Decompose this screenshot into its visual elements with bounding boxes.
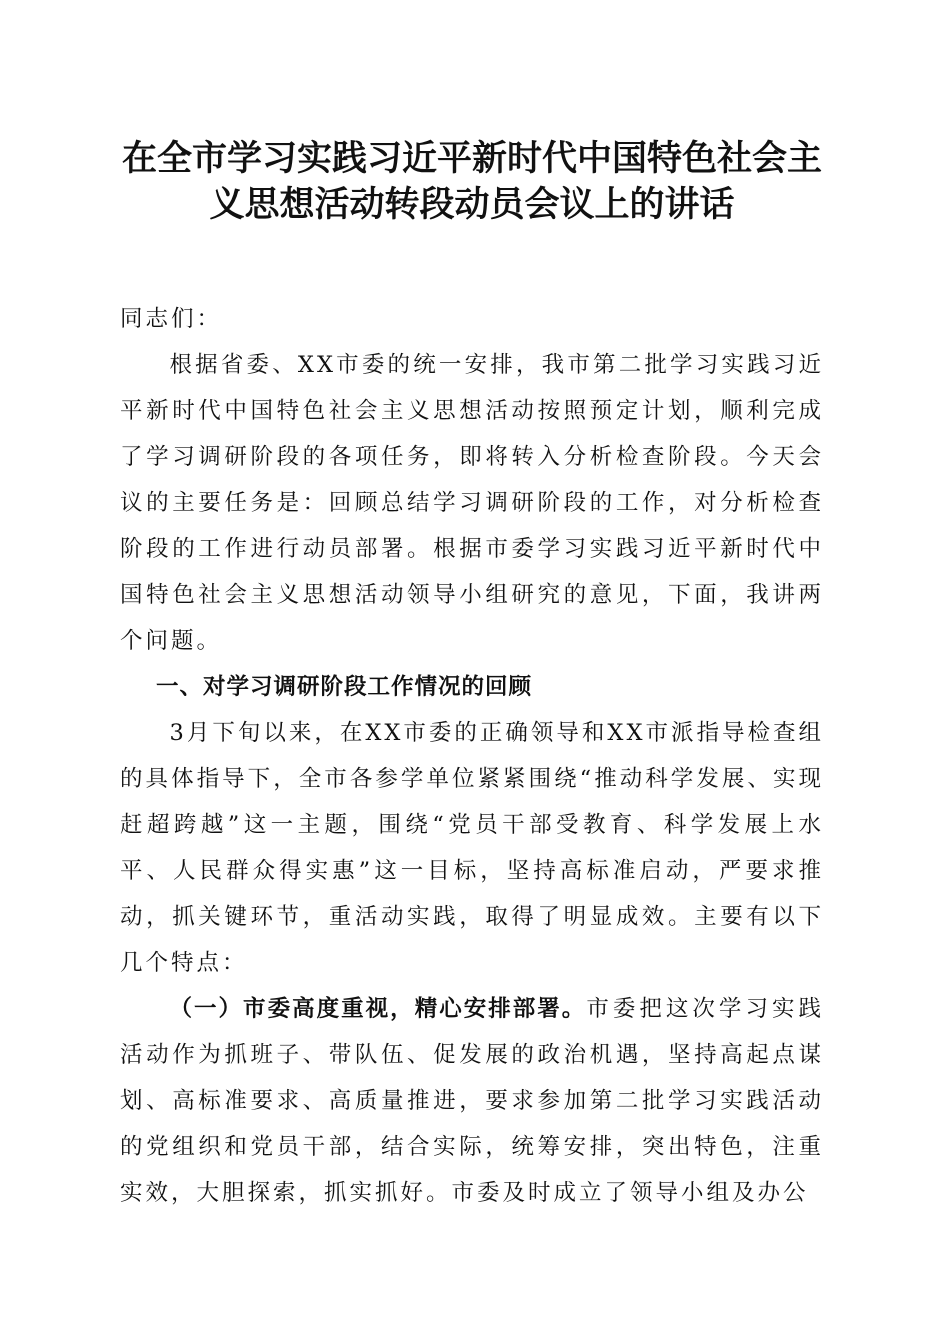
paragraph-2: 3月下旬以来，在XX市委的正确领导和XX市派指导检查组的具体指导下，全市各参学单位紧紧围绕“推动科学发展、实现赶超跨越”这一主题，围绕“党员干部受教育、科学发展上水平、人民群众得实惠”这一目标，坚持高标准启动，严要求推动，抓关键环节，重活动实践，取得了明显成效。主要有以下几个特点： [120, 720, 824, 976]
point-1-text: 市委把这次学习实践活动作为抓班子、带队伍、促发展的政治机遇，坚持高起点谋划、高标准要求、高质量推进，要求参加第二批学习实践活动的党组织和党员干部，结合实际，统筹安排，突出特色，注重实效，大胆探索，抓实抓好。市委及时成立了领导小组及办公 [120, 996, 824, 1206]
salutation: 同志们： [120, 306, 223, 332]
title-line-1: 在全市学习实践习近平新时代中国特色社会主 [121, 139, 822, 179]
document-title [120, 136, 824, 228]
point-1-lead: （一）市委高度重视，精心安排部署。 [169, 996, 587, 1022]
section-1-heading: 一、对学习调研阶段工作情况的回顾 [156, 674, 533, 700]
title-line-2: 义思想活动转段动员会议上的讲话 [209, 185, 735, 225]
document-body [120, 296, 824, 1216]
document-page [120, 136, 824, 1216]
point-1-paragraph [120, 986, 824, 1216]
paragraph-1: 根据省委、XX市委的统一安排，我市第二批学习实践习近平新时代中国特色社会主义思想活动按照预定计划，顺利完成了学习调研阶段的各项任务，即将转入分析检查阶段。今天会议的主要任务是：回顾总结学习调研阶段的工作，对分析检查阶段的工作进行动员部署。根据市委学习实践习近平新时代中国特色社会主义思想活动领导小组研究的意见，下面，我讲两个问题。 [120, 352, 824, 654]
